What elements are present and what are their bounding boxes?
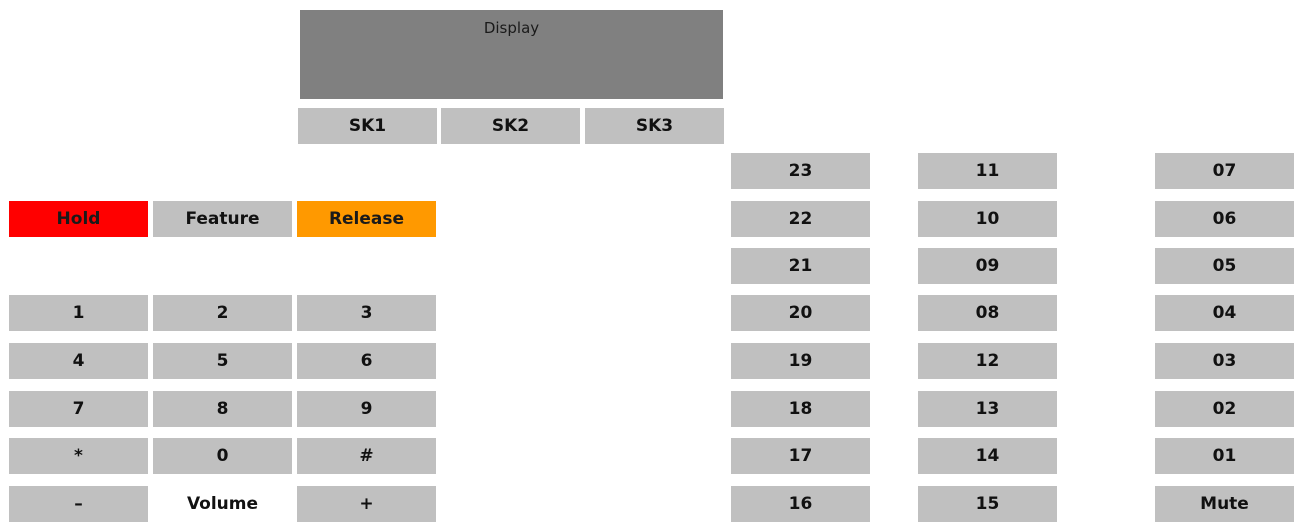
programmable-key-15[interactable]: 15: [918, 486, 1057, 522]
mute-button[interactable]: Mute: [1155, 486, 1294, 522]
softkey-1[interactable]: SK1: [298, 108, 437, 144]
volume-up-button[interactable]: +: [297, 486, 436, 522]
dialpad-key-0[interactable]: 0: [153, 438, 292, 474]
softkey-3[interactable]: SK3: [585, 108, 724, 144]
programmable-key-09[interactable]: 09: [918, 248, 1057, 284]
programmable-key-05[interactable]: 05: [1155, 248, 1294, 284]
programmable-key-17[interactable]: 17: [731, 438, 870, 474]
programmable-key-13[interactable]: 13: [918, 391, 1057, 427]
dialpad-key-6[interactable]: 6: [297, 343, 436, 379]
dialpad-key-2[interactable]: 2: [153, 295, 292, 331]
dialpad-key-hash[interactable]: #: [297, 438, 436, 474]
programmable-key-20[interactable]: 20: [731, 295, 870, 331]
programmable-key-02[interactable]: 02: [1155, 391, 1294, 427]
volume-down-button[interactable]: –: [9, 486, 148, 522]
programmable-key-03[interactable]: 03: [1155, 343, 1294, 379]
programmable-key-06[interactable]: 06: [1155, 201, 1294, 237]
volume-label: Volume: [153, 486, 292, 522]
softkey-2[interactable]: SK2: [441, 108, 580, 144]
dialpad-key-3[interactable]: 3: [297, 295, 436, 331]
display-label: Display: [483, 19, 540, 37]
display-panel: [298, 10, 723, 99]
dialpad-key-4[interactable]: 4: [9, 343, 148, 379]
dialpad-key-7[interactable]: 7: [9, 391, 148, 427]
programmable-key-22[interactable]: 22: [731, 201, 870, 237]
programmable-key-18[interactable]: 18: [731, 391, 870, 427]
programmable-key-21[interactable]: 21: [731, 248, 870, 284]
programmable-key-11[interactable]: 11: [918, 153, 1057, 189]
release-button[interactable]: Release: [297, 201, 436, 237]
hold-button[interactable]: Hold: [9, 201, 148, 237]
programmable-key-16[interactable]: 16: [731, 486, 870, 522]
dialpad-key-star[interactable]: *: [9, 438, 148, 474]
programmable-key-23[interactable]: 23: [731, 153, 870, 189]
programmable-key-04[interactable]: 04: [1155, 295, 1294, 331]
programmable-key-19[interactable]: 19: [731, 343, 870, 379]
programmable-key-07[interactable]: 07: [1155, 153, 1294, 189]
dialpad-key-8[interactable]: 8: [153, 391, 292, 427]
dialpad-key-9[interactable]: 9: [297, 391, 436, 427]
programmable-key-01[interactable]: 01: [1155, 438, 1294, 474]
programmable-key-12[interactable]: 12: [918, 343, 1057, 379]
dialpad-key-1[interactable]: 1: [9, 295, 148, 331]
programmable-key-14[interactable]: 14: [918, 438, 1057, 474]
programmable-key-08[interactable]: 08: [918, 295, 1057, 331]
feature-button[interactable]: Feature: [153, 201, 292, 237]
dialpad-key-5[interactable]: 5: [153, 343, 292, 379]
programmable-key-10[interactable]: 10: [918, 201, 1057, 237]
